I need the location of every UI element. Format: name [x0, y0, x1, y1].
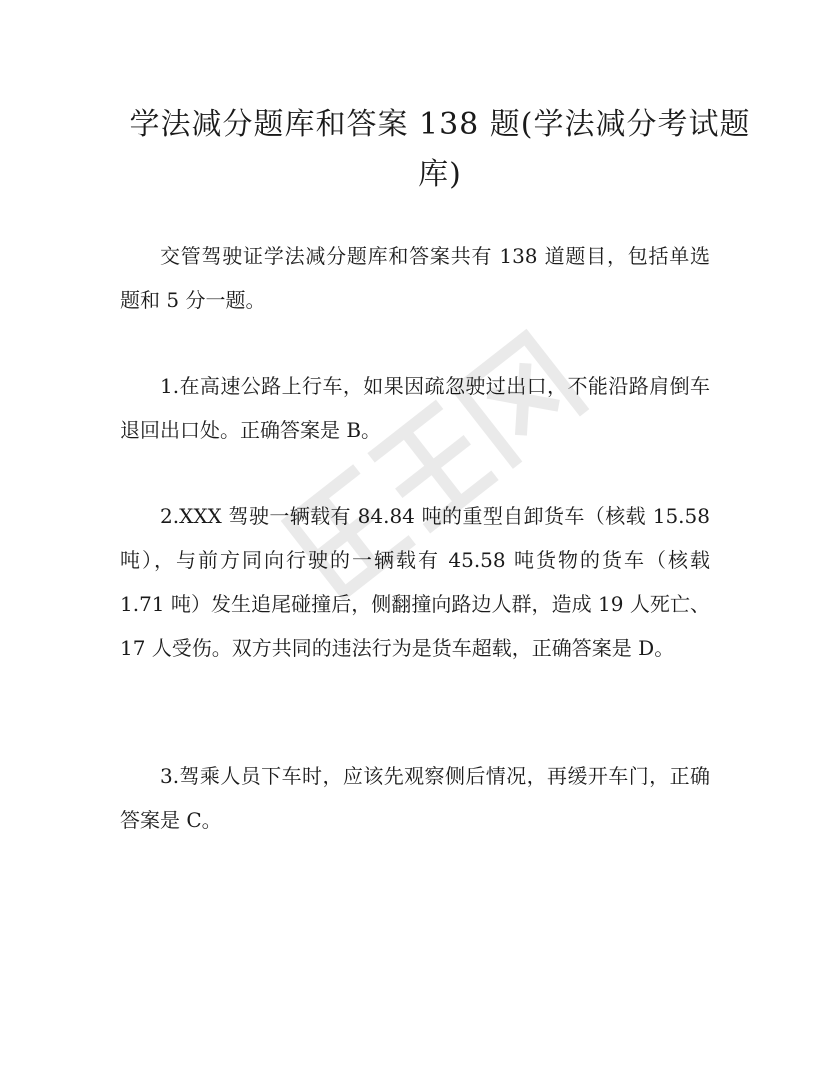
question-3-paragraph: 3.驾乘人员下车时，应该先观察侧后情况，再缓开车门，正确答案是 C。	[120, 764, 710, 832]
question-2-paragraph: 2.XXX 驾驶一辆载有 84.84 吨的重型自卸货车（核载 15.58 吨），与前方同向行驶的一辆载有 45.58 吨货物的货车（核载 1.71 吨）发生追尾碰撞后，侧翻撞向路边人群，造成 19 人死亡、17 人受伤。双方共同的违法行为是货车超载，正确答案是 D。	[120, 504, 710, 660]
question-1-paragraph: 1.在高速公路上行车，如果因疏忽驶过出口，不能沿路肩倒车退回出口处。正确答案是 B。	[120, 374, 710, 442]
document-title: 学法减分题库和答案 138 题(学法减分考试题库)	[129, 107, 751, 192]
intro-paragraph: 交管驾驶证学法减分题库和答案共有 138 道题目，包括单选题和 5 分一题。	[120, 244, 710, 312]
